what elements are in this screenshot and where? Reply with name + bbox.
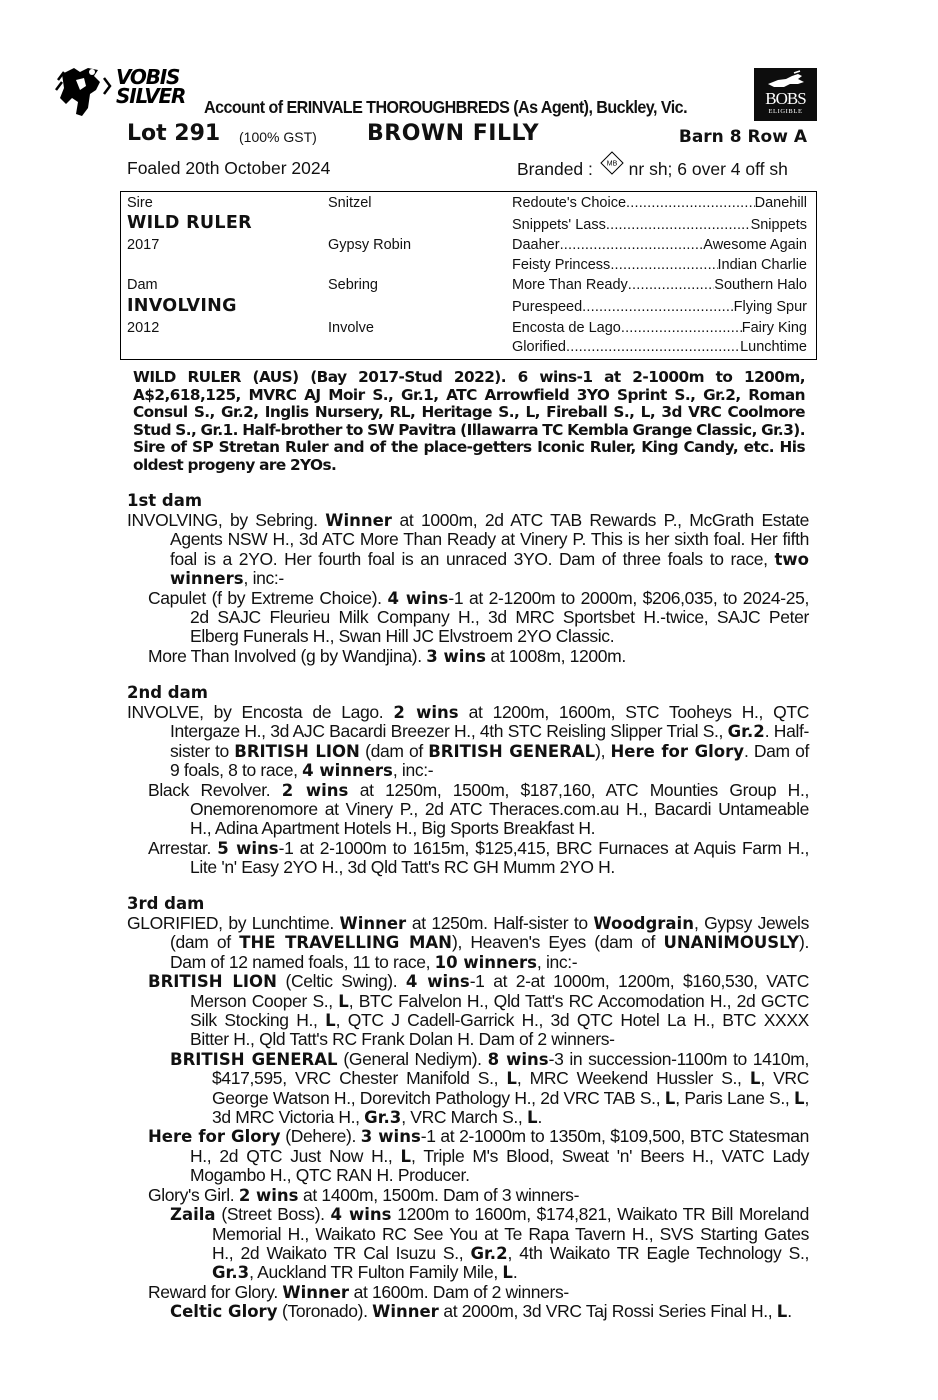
produce-entry: Glory's Girl. 2 wins at 1400m, 1500m. Dam of 3 winners-	[148, 1184, 580, 1205]
produce-entry: Zaila (Street Boss). 4 wins 1200m to 1600m, $174,821, Waikato TR Bill Moreland Memorial H., Waikato RC See You at Te Rapa Tavern H., SVS Starting Gates H., 2d Waikato TR Cal Isuzu S., Gr.2, 4th Waikato TR Eagle Technology S., Gr.3, Auckland TR Fulton Family Mile, L.	[170, 1204, 809, 1283]
dam-sire: Sebring	[328, 277, 378, 293]
gen3-row: Redoute's Choice ..... Danehill	[512, 195, 807, 211]
bobs-eligible-logo: BOBS ELIGIBLE	[754, 68, 817, 121]
gst-note: (100% GST)	[239, 129, 317, 145]
branded-info: Branded : MB nr sh; 6 over 4 off sh	[517, 158, 788, 180]
svg-text:MB: MB	[606, 160, 618, 168]
brand-diamond-icon	[600, 158, 622, 176]
produce-entry: Capulet (f by Extreme Choice). 4 wins-1 at 2-1200m to 2000m, $206,035, to 2024-25, 2d SAJC Fleurieu Milk Company H., 3d MRC Sportsbet H.-twice, SAJC Peter Elberg Funerals H., Swan Hill JC Elvstroem 2YO Classic.	[148, 587, 809, 647]
vendor-account: Account of ERINVALE THOROUGHBREDS (As Agent), Buckley, Vic.	[204, 97, 687, 117]
dam-name: INVOLVING	[127, 296, 237, 316]
gen3-row: Glorified ..... Lunchtime	[512, 339, 807, 355]
foaled-date: Foaled 20th October 2024	[127, 158, 331, 178]
produce-entry: BRITISH LION (Celtic Swing). 4 wins-1 at 2-at 1000m, 1200m, $160,530, VATC Merson Cooper S., L, BTC Falvelon H., Qld Tatt's RC Accomodation H., 2d GCTC Silk Stocking H., L, QTC J Cadell-Garrick H., 3d QTC Hotel La H., BTC XXXX Bitter H., Qld Tatt's RC Frank Dolan H. Dam of 2 winners-	[148, 971, 810, 1050]
lot-line	[127, 121, 817, 151]
sire-summary: WILD RULER (AUS) (Bay 2017-Stud 2022). 6 wins-1 at 2-1000m to 1200m, A$2,618,125, MVRC AJ Moir S., Gr.1, ATC Arrowfield 3YO Sprint S., Gr.2, Roman Consul S., Gr.2, Inglis Nursery, RL, Heritage S., L, Fireball S., L, 3d VRC Coolmore Stud S., Gr.1. Half-brother to SW Pavitra (Illawarra TC Kembla Grange Classic, Gr.3). Sire of SP Stretan Ruler and of the place-getters Iconic Ruler, King Candy, etc. His oldest progeny are 2YOs.	[133, 368, 805, 474]
produce-entry: INVOLVING, by Sebring. Winner at 1000m, 2d ATC TAB Rewards P., McGrath Estate Agents NSW H., 3d ATC More Than Ready at Vinery P. This is her sixth foal. Her fifth foal is a 2YO. Her fourth foal is an unraced 3YO. Dam of three foals to race, two winners, inc:-	[127, 510, 809, 589]
sire-dam: Gypsy Robin	[328, 237, 412, 253]
gen3-row: Daaher ..... Awesome Again	[512, 237, 807, 253]
sex-colour: BROWN FILLY	[367, 121, 540, 146]
third-dam-heading: 3rd dam	[127, 894, 205, 913]
produce-entry: Arrestar. 5 wins-1 at 2-1000m to 1615m, $125,415, BRC Furnaces at Aquis Farm H., Lite 'n' Easy 2YO H., 3d Qld Tatt's RC GH Mumm 2YO H.	[148, 837, 809, 878]
gen3-row: Purespeed ..... Flying Spur	[512, 299, 807, 315]
produce-entry: Celtic Glory (Toronado). Winner at 2000m, 3d VRC Taj Rossi Series Final H., L.	[170, 1301, 792, 1322]
second-dam-heading: 2nd dam	[127, 683, 208, 702]
dam-year: 2012	[127, 320, 160, 336]
sire-name: WILD RULER	[127, 213, 252, 233]
gen3-row: Encosta de Lago ..... Fairy King	[512, 320, 807, 336]
dam-dam: Involve	[328, 320, 374, 336]
barn-location: Barn 8 Row A	[678, 127, 807, 147]
gen3-row: More Than Ready ..... Southern Halo	[512, 277, 807, 293]
produce-entry: Black Revolver. 2 wins at 1250m, 1500m, $187,160, ATC Mounties Group H., Onemorenomore at Vinery P., 2d ATC Theraces.com.au H., Bacardi Untameable H., Adina Apartment Hotels H., Big Sports Breakfast H.	[148, 779, 809, 839]
sire-label: Sire	[127, 195, 153, 211]
gen3-row: Feisty Princess ..... Indian Charlie	[512, 257, 807, 273]
gen3-row: Snippets' Lass ..... Snippets	[512, 217, 807, 233]
produce-entry: BRITISH GENERAL (General Nediym). 8 wins-3 in succession-1100m to 1410m, $417,595, VRC Chester Manifold S., L, MRC Weekend Hussler S., L, VRC George Watson H., Dorevitch Pathology H., 2d VRC TAB S., L, Paris Lane S., L, 3d MRC Victoria H., Gr.3, VRC March S., L.	[170, 1048, 809, 1128]
sire-year: 2017	[127, 237, 160, 253]
horse-jockey-icon	[54, 64, 116, 118]
produce-entry: Here for Glory (Dehere). 3 wins-1 at 2-1000m to 1350m, $109,500, BTC Statesman H., 2d QTC Just Now H., L, Triple M's Blood, Sweat 'n' Beers H., VATC Lady Mogambo H., QTC RAN H. Producer.	[148, 1126, 809, 1186]
pedigree-table	[120, 191, 817, 360]
first-dam-heading: 1st dam	[127, 491, 203, 510]
produce-entry: Reward for Glory. Winner at 1600m. Dam of 2 winners-	[148, 1281, 569, 1302]
produce-entry: GLORIFIED, by Lunchtime. Winner at 1250m. Half-sister to Woodgrain, Gypsy Jewels (dam of THE TRAVELLING MAN), Heaven's Eyes (dam of UNANIMOUSLY). Dam of 12 named foals, 11 to race, 10 winners, inc:-	[127, 913, 810, 972]
dam-label: Dam	[127, 277, 158, 293]
produce-entry: More Than Involved (g by Wandjina). 3 wins at 1008m, 1200m.	[148, 645, 626, 666]
sire-sire: Snitzel	[328, 195, 372, 211]
vobis-silver-logo	[54, 64, 194, 118]
vobis-silver-wordmark: VOBIS SILVER	[116, 65, 186, 108]
lot-number: Lot 291	[127, 121, 221, 146]
produce-entry: INVOLVE, by Encosta de Lago. 2 wins at 1200m, 1600m, STC Tooheys H., QTC Intergaze H., 3d AJC Bacardi Breezer H., 4th STC Reisling Slipper Trial S., Gr.2. Half-sister to BRITISH LION (dam of BRITISH GENERAL), Here for Glory. Dam of 9 foals, 8 to race, 4 winners, inc:-	[127, 702, 809, 781]
